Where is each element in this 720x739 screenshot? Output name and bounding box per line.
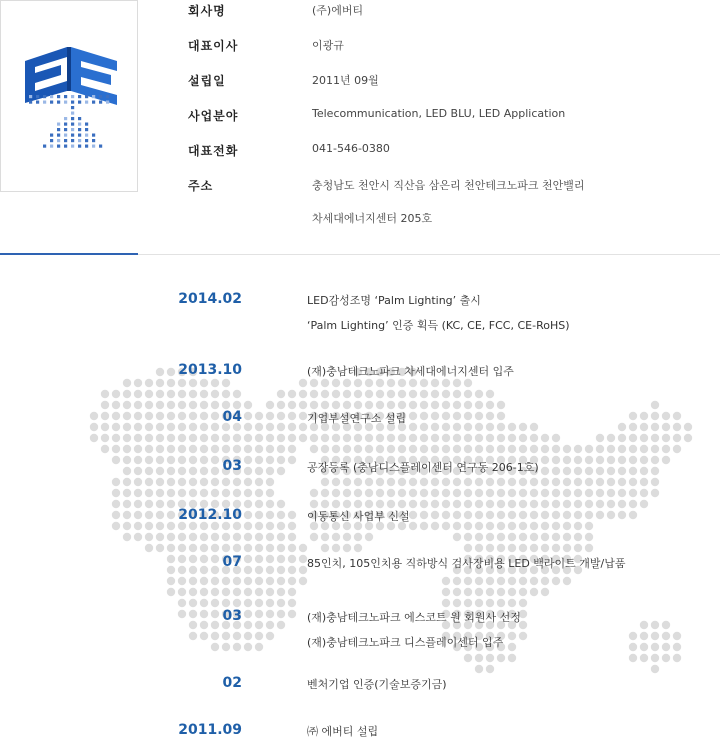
history-item: LED감성조명 ‘Palm Lighting’ 출시 <box>307 294 481 307</box>
history-item: (재)충남테크노파크 디스플레이센터 입주 <box>307 636 504 649</box>
info-value: 041-546-0380 <box>312 142 390 155</box>
history-item: ‘Palm Lighting’ 인증 획득 (KC, CE, FCC, CE-RoHS) <box>307 319 570 332</box>
info-label: 사업분야 <box>188 109 239 123</box>
history-item: 이동통신 사업부 신설 <box>307 510 410 523</box>
history-date: 04 <box>222 409 242 425</box>
info-label: 설립일 <box>188 74 226 88</box>
history-item: 85인치, 105인치용 직하방식 검사장비용 LED 백라이트 개발/납품 <box>307 557 626 570</box>
history-date: 02 <box>222 675 242 691</box>
history-item: (재)충남테크노파크 에스코트 원 회원사 선정 <box>307 611 521 624</box>
info-label: 대표전화 <box>188 144 239 158</box>
info-value: 충청남도 천안시 직산읍 삼은리 천안테크노파크 천안밸리 <box>312 179 585 192</box>
history-item: 기업부설연구소 설립 <box>307 412 407 425</box>
divider-accent <box>0 253 138 255</box>
info-value: (주)에버티 <box>312 4 364 17</box>
address-line2: 차세대에너지센터 205호 <box>312 212 433 225</box>
history-date: 03 <box>222 608 242 624</box>
info-label: 회사명 <box>188 4 226 18</box>
info-value: 2011년 09월 <box>312 74 379 87</box>
info-row <box>0 142 720 162</box>
address-line2-row <box>0 210 720 230</box>
history-date: 2013.10 <box>178 362 242 378</box>
history-date: 2011.09 <box>178 722 242 738</box>
history-item: 벤처기업 인증(기술보증기금) <box>307 678 447 691</box>
info-row <box>0 177 720 197</box>
history-date: 2012.10 <box>178 507 242 523</box>
company-logo <box>21 43 121 153</box>
info-label: 주소 <box>188 179 214 193</box>
info-value: Telecommunication, LED BLU, LED Application <box>312 107 566 120</box>
history-date: 07 <box>222 554 242 570</box>
info-label: 대표이사 <box>188 39 239 53</box>
info-value: 이광규 <box>312 39 344 52</box>
info-row <box>0 37 720 57</box>
company-logo-box <box>0 0 138 192</box>
info-row <box>0 72 720 92</box>
history-date: 2014.02 <box>178 291 242 307</box>
history-item: (재)충남테크노파크 차세대에너지센터 입주 <box>307 365 514 378</box>
info-row <box>0 107 720 127</box>
history-item: 공장등록 (충남디스플레이센터 연구동 206-1호) <box>307 461 539 474</box>
info-row <box>0 2 720 22</box>
history-date: 03 <box>222 458 242 474</box>
history-item: ㈜ 에버티 설립 <box>307 725 379 738</box>
